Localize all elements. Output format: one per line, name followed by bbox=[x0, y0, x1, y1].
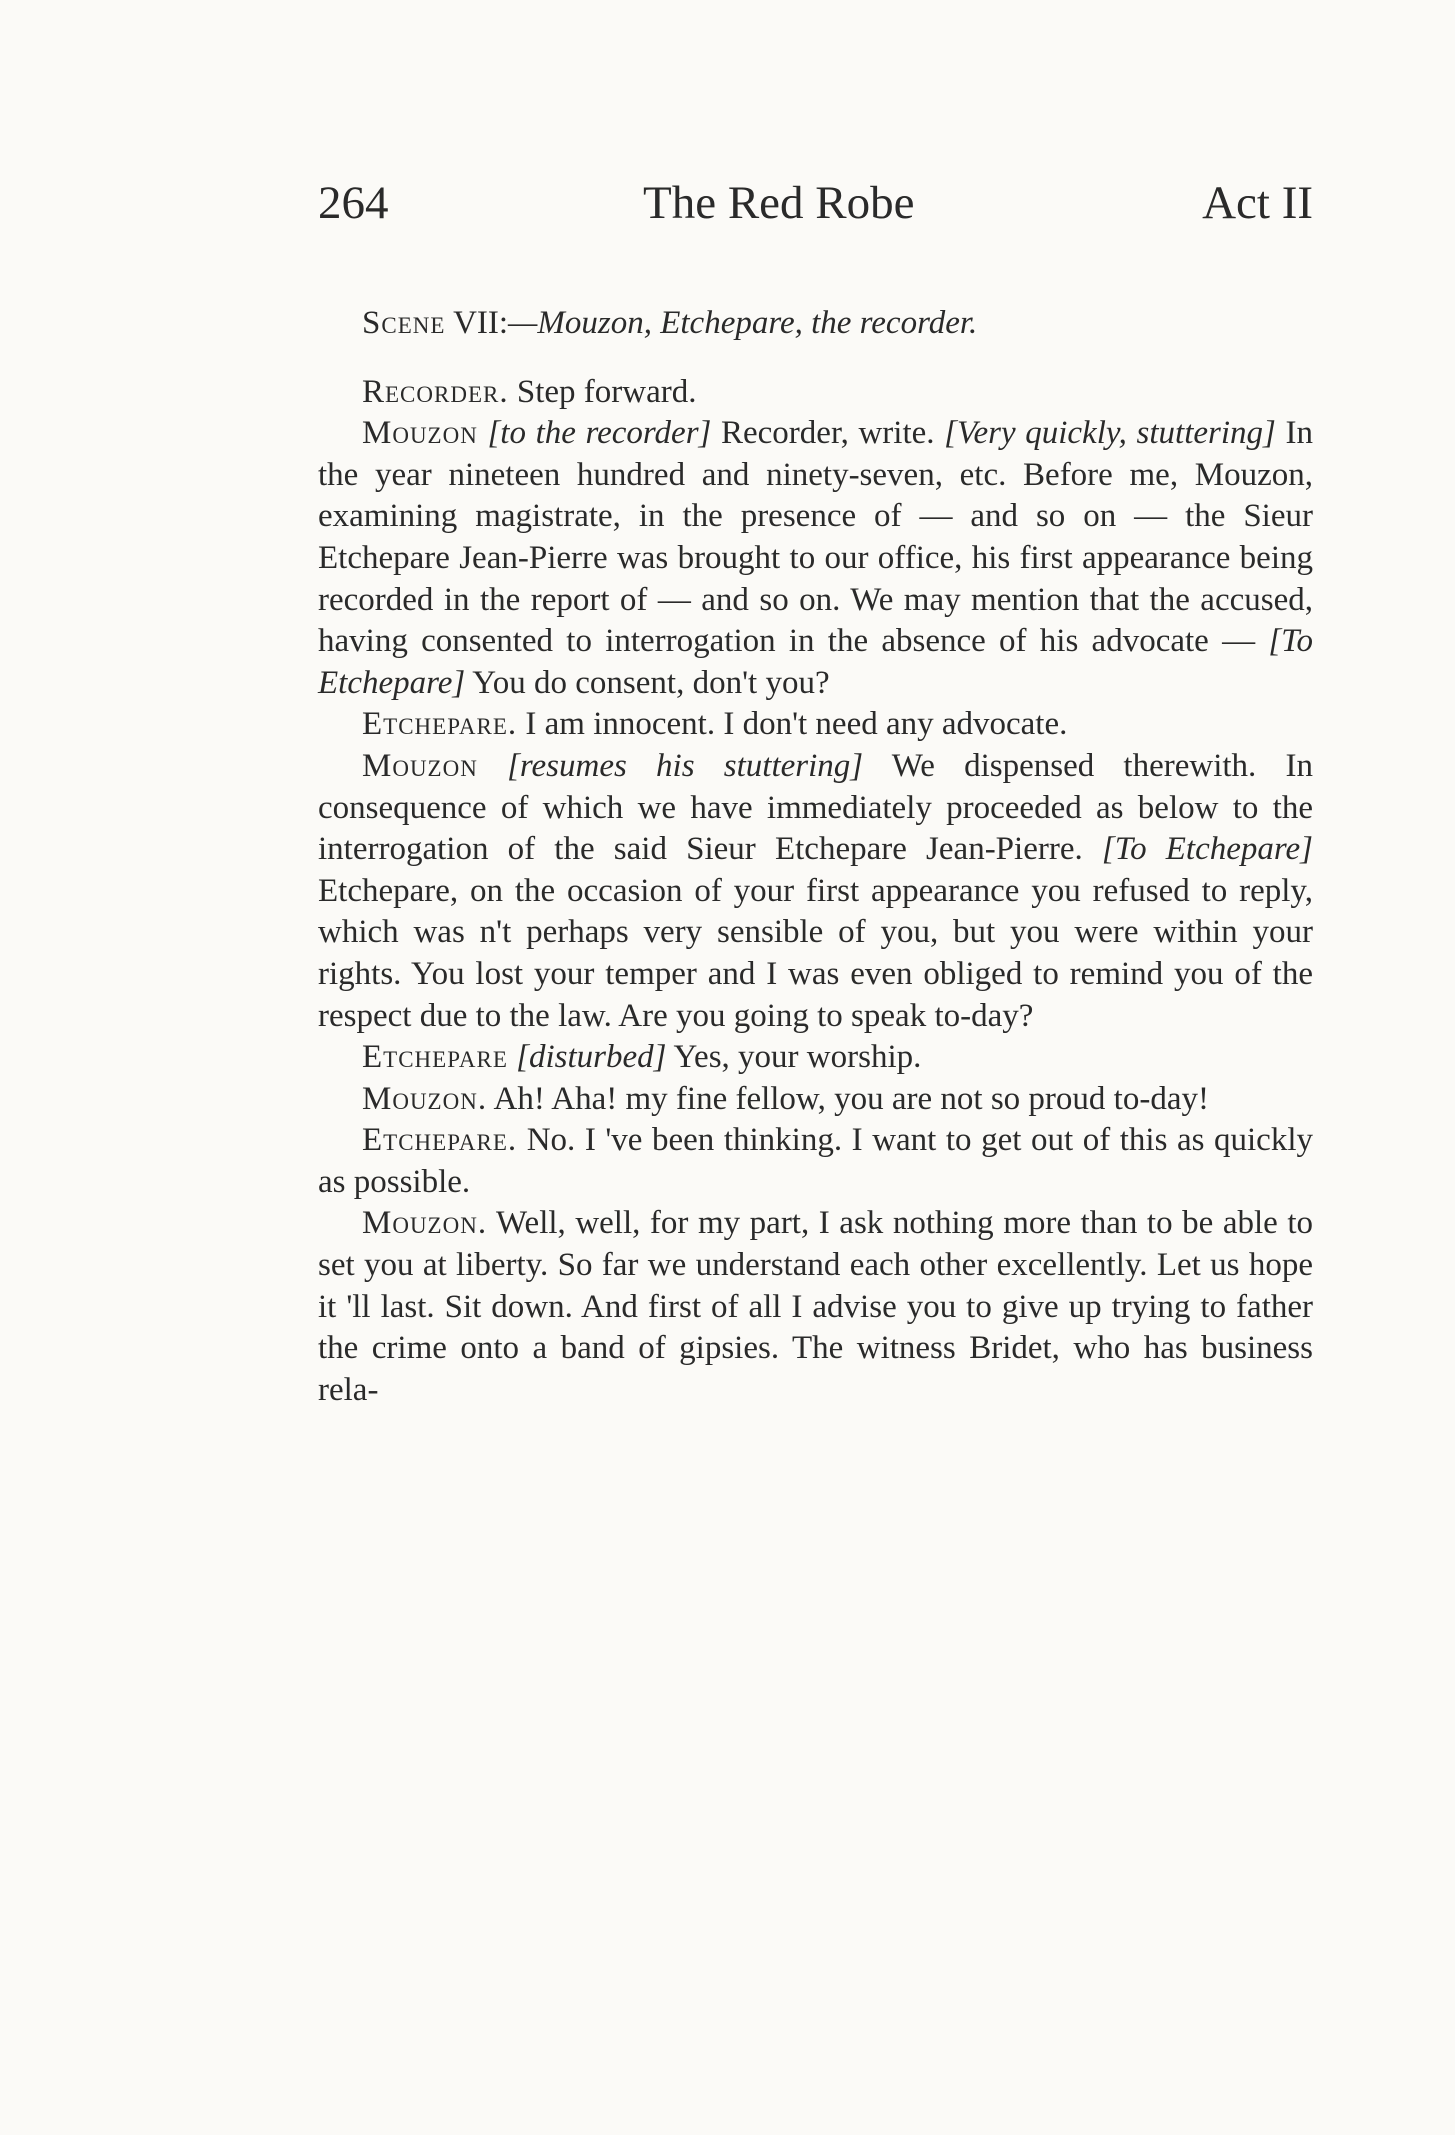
speech-mouzon-4 bbox=[318, 1203, 1313, 1411]
speech-mouzon-3 bbox=[318, 1079, 1313, 1121]
speaker-name: Mouzon bbox=[362, 747, 478, 784]
speech-text: Ah! Aha! my fine fellow, you are not so proud to-day! bbox=[487, 1080, 1209, 1117]
page-body bbox=[318, 303, 1313, 1411]
scene-heading bbox=[318, 303, 1313, 345]
stage-direction: [resumes his stuttering] bbox=[507, 747, 864, 784]
speaker-name: Mouzon. bbox=[362, 1205, 488, 1242]
scene-number: VII: bbox=[453, 305, 509, 341]
speaker-name: Etchepare. bbox=[362, 706, 518, 743]
speech-text: Well, well, for my part, I ask nothing more than to be able to set you at liberty. So far we understand each other excellently. Let us hope it 'll last. Sit down. And first of all I advise you to give up trying to father the crime onto a band of gipsies. The witness Bridet, who has business rela- bbox=[318, 1205, 1313, 1408]
speech-text: No. I 've been thinking. I want to get out of this as quickly as possible. bbox=[318, 1122, 1313, 1200]
act-label: Act II bbox=[1202, 177, 1313, 229]
speech-etchepare-2 bbox=[318, 1037, 1313, 1079]
speech-text: I am innocent. I don't need any advocate. bbox=[517, 706, 1068, 743]
stage-direction: [Very quickly, stuttering] bbox=[944, 415, 1276, 452]
speech-text: Recorder, write. bbox=[711, 415, 945, 452]
speech-mouzon-1 bbox=[318, 413, 1313, 704]
speech-text: Step forward. bbox=[508, 373, 697, 410]
speech-text: In the year nineteen hundred and ninety-seven, etc. Before me, Mouzon, examining magistrate, in the presence of — and so on — the Sieur Etchepare Jean-Pierre was brought to our office, his first appearance being recorded in the report of — and so on. We may mention that the accused, having consented to interrogation in the absence of his advocate — bbox=[318, 415, 1314, 660]
speech-text: You do consent, don't you? bbox=[465, 664, 830, 701]
speaker-name: Mouzon. bbox=[362, 1080, 488, 1117]
scene-label: Scene bbox=[362, 305, 446, 341]
speech-etchepare-1 bbox=[318, 704, 1313, 746]
speaker-name: Etchepare bbox=[362, 1039, 508, 1076]
speech-text: We dispensed therewith. In consequence of which we have immediately proceeded as below to the interrogation of the said Sieur Etchepare Jean-Pierre. bbox=[318, 747, 1314, 868]
stage-direction: [To Etchepare] bbox=[318, 623, 1313, 701]
book-title: The Red Robe bbox=[643, 177, 915, 229]
speech-recorder-1 bbox=[318, 372, 1313, 414]
speech-text: Etchepare, on the occasion of your first appearance you refused to reply, which was n't perhaps very sensible of you, but you were within your rights. You lost your temper and I was even obliged to remind you of the respect due to the law. Are you going to speak to-day? bbox=[318, 872, 1313, 1034]
scene-characters: —Mouzon, Etchepare, the recorder. bbox=[508, 305, 978, 341]
stage-direction: [To Etchepare] bbox=[1101, 831, 1313, 868]
speech-mouzon-2 bbox=[318, 746, 1313, 1037]
speech-text: Yes, your worship. bbox=[666, 1039, 922, 1076]
speaker-name: Mouzon bbox=[362, 415, 478, 452]
stage-direction: [disturbed] bbox=[516, 1039, 667, 1076]
speech-etchepare-3 bbox=[318, 1120, 1313, 1203]
stage-direction: [to the recorder] bbox=[487, 415, 712, 452]
speaker-name: Etchepare. bbox=[362, 1122, 518, 1159]
page-number: 264 bbox=[318, 177, 389, 229]
speaker-name: Recorder. bbox=[362, 373, 509, 410]
running-header bbox=[318, 176, 1313, 246]
